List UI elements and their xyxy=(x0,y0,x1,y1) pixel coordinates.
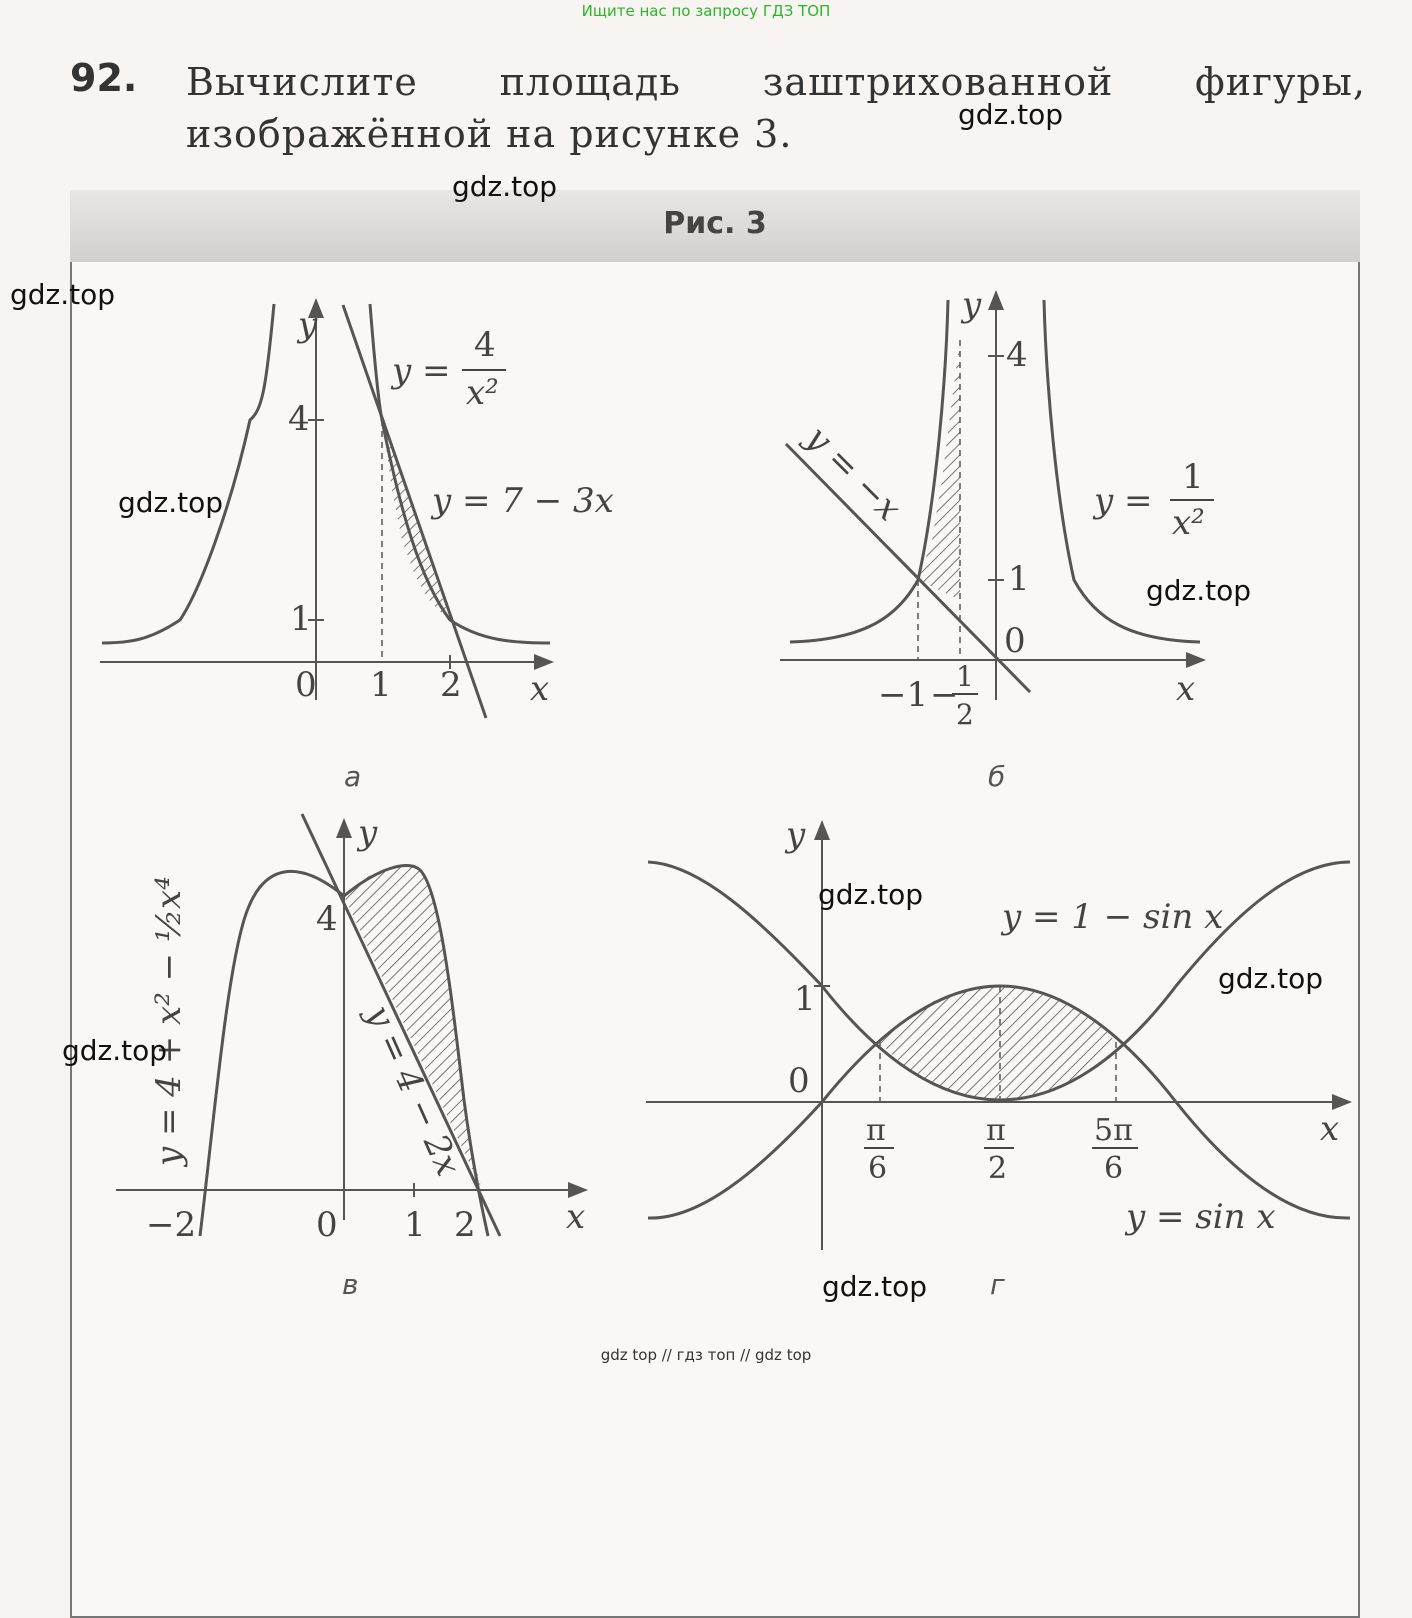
watermark: gdz.top xyxy=(1146,574,1252,607)
panel-a-eq1-den: x² xyxy=(466,373,499,413)
footer-link-2[interactable]: гдз топ xyxy=(676,1346,736,1364)
panel-d-shaded-region xyxy=(880,986,1116,1100)
panel-a-y-label: y xyxy=(298,305,318,345)
panel-d-tick-5pi6-num: 5π xyxy=(1094,1113,1133,1148)
panel-c-tick-x2: 2 xyxy=(454,1205,476,1245)
panel-c-y-label: y xyxy=(358,813,378,853)
panel-c-tick-x1: 1 xyxy=(404,1205,426,1245)
watermark: gdz.top xyxy=(818,878,924,911)
panel-d-tick-5pi6-den: 6 xyxy=(1104,1151,1124,1186)
watermark: gdz.top xyxy=(452,170,558,203)
panel-b-eq1-num: 1 xyxy=(1182,457,1204,497)
footer-separator: // xyxy=(735,1346,756,1364)
panel-b-tick-y4: 4 xyxy=(1006,335,1028,375)
watermark: gdz.top xyxy=(62,1034,168,1067)
watermark: gdz.top xyxy=(822,1270,928,1303)
footer-links xyxy=(0,1346,1412,1364)
panel-a-tick-y4: 4 xyxy=(288,399,310,439)
footer-separator: // xyxy=(656,1346,677,1364)
panel-d-tick-pi6-num: π xyxy=(866,1113,886,1148)
problem-text: Вычислите площадь заштрихованной фигуры, изображённой на рисунке 3. xyxy=(186,60,1366,156)
problem-number: 92. xyxy=(70,56,138,100)
panel-a-eq1-num: 4 xyxy=(474,325,496,365)
panel-c-tick-y4: 4 xyxy=(316,899,338,939)
figure-title: Рис. 3 xyxy=(663,206,767,241)
panel-d-eq1: y = 1 − sin x xyxy=(1002,897,1224,937)
panel-d-eq2: y = sin x xyxy=(1126,1197,1276,1237)
panel-b-tick-xm1: −1 xyxy=(878,675,929,715)
panel-b xyxy=(780,285,1214,793)
panel-b-shaded-region xyxy=(918,340,960,600)
panel-c-caption: в xyxy=(342,1268,359,1301)
panel-b-tick-y1: 1 xyxy=(1008,559,1030,599)
watermark: gdz.top xyxy=(958,98,1064,131)
panel-b-eq-line: y = −x xyxy=(797,418,909,530)
panel-a-x-label: x xyxy=(530,669,550,709)
panel-c-x-label: x xyxy=(566,1197,586,1237)
panel-c xyxy=(116,813,586,1301)
panel-a-tick-x2: 2 xyxy=(440,665,462,705)
panel-c-tick-xm2: −2 xyxy=(146,1205,197,1245)
panel-a-tick-y1: 1 xyxy=(290,599,312,639)
panel-a-tick-x1: 1 xyxy=(370,665,392,705)
panel-d-caption: г xyxy=(990,1268,1005,1301)
watermark: gdz.top xyxy=(1218,962,1324,995)
panel-d-tick-pi6-den: 6 xyxy=(868,1151,888,1186)
panel-d-tick-0: 0 xyxy=(788,1061,810,1101)
panel-d xyxy=(646,815,1350,1301)
panel-d-x-label: x xyxy=(1320,1109,1340,1149)
panel-a-eq1-lhs: y = xyxy=(392,351,451,391)
panel-c-tick-0: 0 xyxy=(316,1205,338,1245)
panel-c-eq-line: y = 4 − 2x xyxy=(357,999,469,1182)
panel-b-y-label: y xyxy=(962,285,982,325)
panel-a-hyperbola-left xyxy=(102,304,274,643)
panel-d-tick-y1: 1 xyxy=(794,979,816,1019)
panel-b-eq1-den: x² xyxy=(1172,503,1205,543)
panel-b-tick-half-num: 1 xyxy=(956,660,974,693)
panel-b-x-label: x xyxy=(1176,669,1196,709)
footer-link-1[interactable]: gdz top xyxy=(600,1346,657,1364)
panel-b-line xyxy=(786,444,1030,692)
top-search-link[interactable]: Ищите нас по запросу ГДЗ ТОП xyxy=(581,2,831,20)
panel-b-tick-minus: − xyxy=(930,675,959,715)
panel-b-tick-half-den: 2 xyxy=(956,698,974,731)
panel-a-caption: а xyxy=(344,760,362,793)
watermark: gdz.top xyxy=(10,278,116,311)
watermark: gdz.top xyxy=(118,486,224,519)
panel-a xyxy=(100,300,614,793)
panel-b-caption: б xyxy=(988,760,1006,793)
panel-d-tick-pi2-den: 2 xyxy=(988,1151,1008,1186)
panel-c-eq-curve: y = 4 + x² − ½x⁴ xyxy=(149,876,189,1166)
footer-link-3[interactable]: gdz top xyxy=(755,1346,812,1364)
panel-d-tick-pi2-num: π xyxy=(986,1113,1006,1148)
panel-b-eq1-lhs: y = xyxy=(1094,481,1153,521)
panel-b-tick-0: 0 xyxy=(1004,621,1026,661)
panel-d-y-label: y xyxy=(786,815,806,855)
panel-a-eq2: y = 7 − 3x xyxy=(432,481,614,521)
panel-a-tick-0: 0 xyxy=(295,665,317,705)
